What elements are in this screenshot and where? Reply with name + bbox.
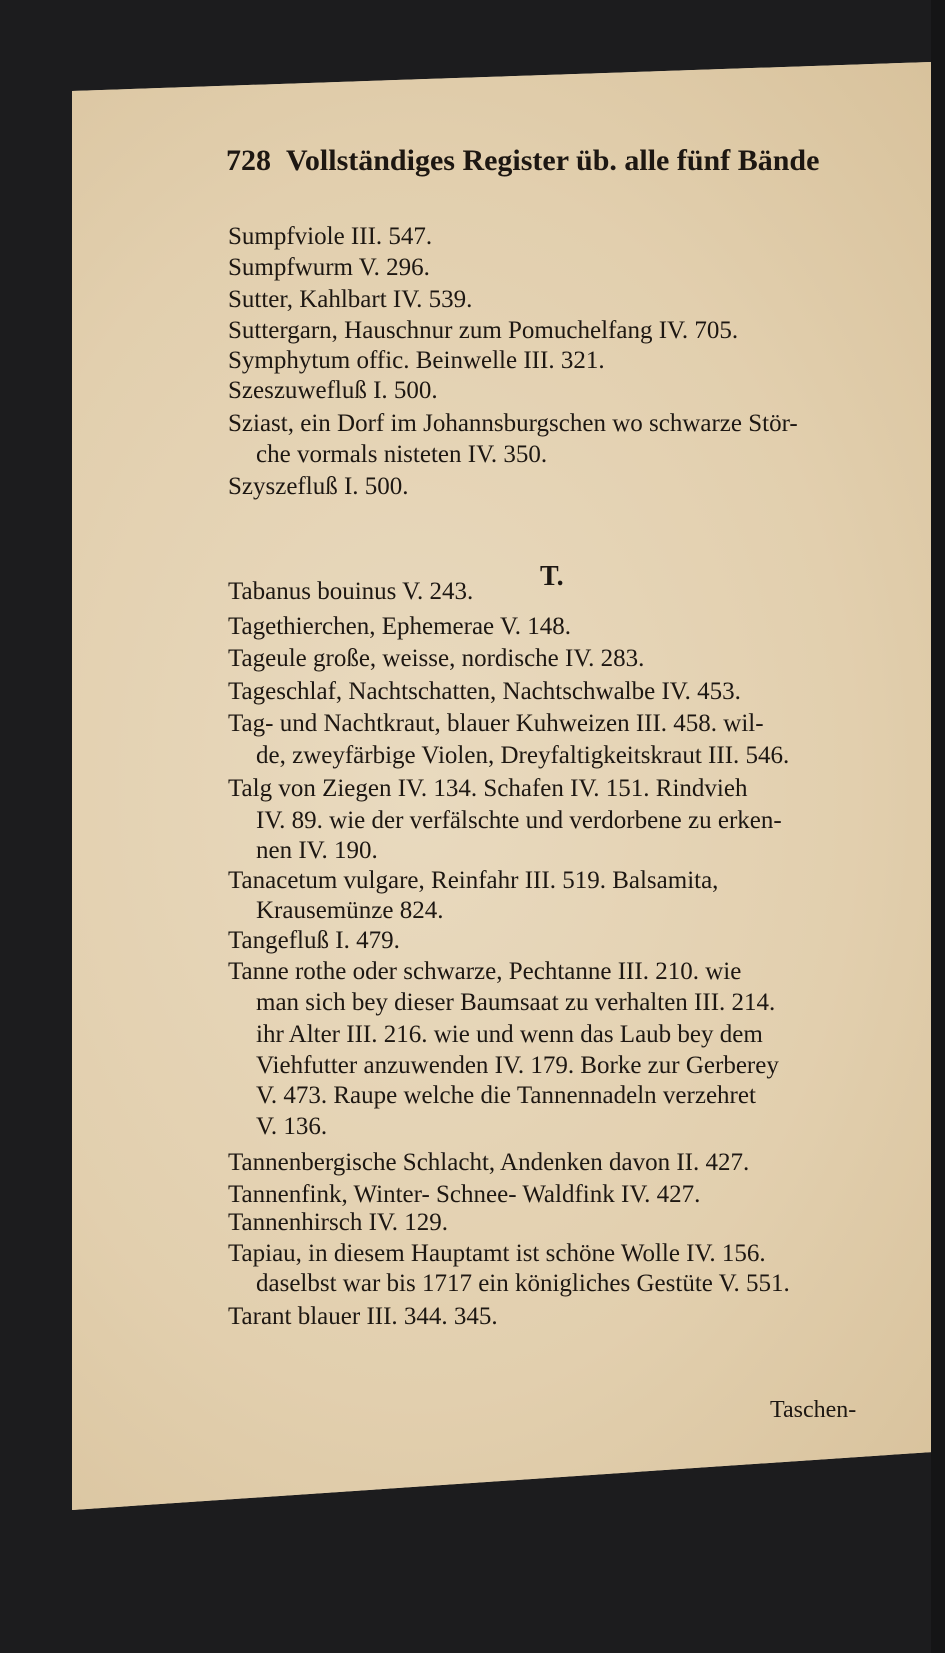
index-entry: Tannenbergische Schlacht, Andenken davon II. 427. (228, 1149, 750, 1176)
index-entry: Tageschlaf, Nachtschatten, Nachtschwalbe IV. 453. (228, 678, 741, 705)
index-entry: Sziast, ein Dorf im Johannsburgschen wo schwarze Stör- (228, 410, 798, 437)
index-entry: Sutter, Kahlbart IV. 539. (228, 286, 473, 313)
index-entry: Tageule große, weisse, nordische IV. 283. (228, 645, 645, 672)
scan-edge (931, 0, 945, 1653)
index-entry: Tapiau, in diesem Hauptamt ist schöne Wolle IV. 156. (228, 1240, 766, 1267)
index-entry: Tarant blauer III. 344. 345. (228, 1303, 498, 1330)
section-letter: T. (540, 561, 564, 592)
index-entry-continuation: V. 136. (256, 1113, 328, 1140)
index-entry: Tag- und Nachtkraut, blauer Kuhweizen III. 458. wil- (228, 710, 764, 737)
index-entry-continuation: che vormals nisteten IV. 350. (256, 441, 548, 468)
index-entry: Tangefluß I. 479. (228, 927, 400, 954)
index-entry: Szyszefluß I. 500. (228, 473, 409, 500)
index-entry: Symphytum offic. Beinwelle III. 321. (228, 347, 605, 374)
header-title: Vollständiges Register üb. alle fünf Bände (286, 144, 820, 177)
index-entry: Suttergarn, Hauschnur zum Pomuchelfang IV. 705. (228, 317, 739, 344)
index-entry-continuation: nen IV. 190. (256, 837, 378, 864)
index-entry-continuation: Krausemünze 824. (256, 897, 444, 924)
index-entry-continuation: V. 473. Raupe welche die Tannennadeln verzehret (256, 1082, 756, 1109)
running-header (226, 146, 819, 176)
index-entry-continuation: man sich bey dieser Baumsaat zu verhalten III. 214. (256, 989, 776, 1016)
index-entry: Szeszuwefluß I. 500. (228, 377, 438, 404)
catchword: Taschen- (770, 1397, 857, 1423)
index-entry: Tannenfink, Winter- Schnee- Waldfink IV. 427. (228, 1181, 701, 1208)
index-entry: Sumpfviole III. 547. (228, 223, 433, 250)
index-entry-continuation: Viehfutter anzuwenden IV. 179. Borke zur Gerberey (256, 1052, 779, 1079)
index-entry: Talg von Ziegen IV. 134. Schafen IV. 151. Rindvieh (228, 775, 748, 802)
index-entry: Sumpfwurm V. 296. (228, 254, 430, 281)
index-entry-continuation: de, zweyfärbige Violen, Dreyfaltigkeitskraut III. 546. (256, 742, 790, 769)
index-entry: Tanne rothe oder schwarze, Pechtanne III. 210. wie (228, 958, 742, 985)
page-number: 728 (226, 144, 271, 177)
index-entry-continuation: ihr Alter III. 216. wie und wenn das Laub bey dem (256, 1021, 763, 1048)
index-entry: Tagethierchen, Ephemerae V. 148. (228, 613, 572, 640)
index-entry-continuation: daselbst war bis 1717 ein königliches Gestüte V. 551. (256, 1270, 790, 1297)
index-entry: Tannenhirsch IV. 129. (228, 1209, 448, 1236)
index-entry: Tabanus bouinus V. 243. (228, 578, 474, 605)
index-entry-continuation: IV. 89. wie der verfälschte und verdorbene zu erken- (256, 807, 782, 834)
index-entry: Tanacetum vulgare, Reinfahr III. 519. Balsamita, (228, 867, 719, 894)
